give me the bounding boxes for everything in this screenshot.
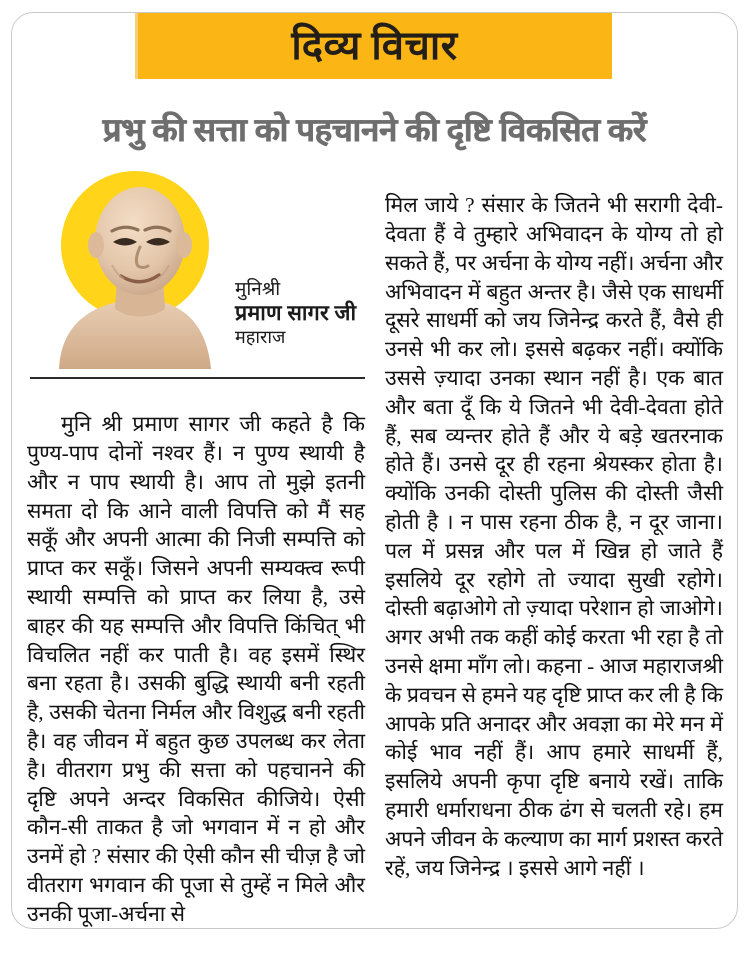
caption-line-1: मुनिश्री <box>235 279 281 300</box>
monk-figure-icon <box>39 169 241 369</box>
left-column <box>27 161 365 926</box>
monk-photo <box>39 169 241 369</box>
caption-line-2: प्रमाण सागर जी <box>235 301 357 326</box>
article-body-left-text: मुनि श्री प्रमाण सागर जी कहते है कि पुण्य-पाप दोनों नश्वर हैं। न पुण्य स्थायी है और न पाप स्थायी है। आप तो मुझे इतनी समता दो कि आने वाली विपत्ति को मैं सह सकूँ और अपनी आत्मा की निजी सम्पत्ति को प्राप्त कर सकूँ। जिसने अपनी सम्यक्त्व रूपी स्थायी सम्पत्ति को प्राप्त कर लिया है, उसे बाहर की यह सम्पत्ति और विपत्ति किंचित् भी विचलित नहीं कर पाती है। वह इसमें स्थिर बना रहता है। उसकी बुद्धि स्थायी बनी रहती है, उसकी चेतना निर्मल और विशुद्ध बनी रहती है। वह जीवन में बहुत कुछ उपलब्ध कर लेता है। वीतराग प्रभु की सत्ता को पहचानने की दृष्टि अपने अन्दर विकसित कीजिये। ऐसी कौन-सी ताकत है जो भगवान में न हो और उनमें हो ? संसार की ऐसी कौन सी चीज़ है जो वीतराग भगवान की पूजा से तुम्हें न मिले और उनकी पूजा-अर्चना से <box>27 412 365 926</box>
banner-row <box>12 13 737 83</box>
article-body-left <box>27 410 365 928</box>
banner-title: दिव्य विचार <box>291 23 458 68</box>
right-column <box>385 161 723 913</box>
page-title: प्रभु की सत्ता को पहचानने की दृष्टि विकसित करें <box>102 112 647 149</box>
article-card <box>11 12 738 929</box>
divider-rule <box>30 377 365 379</box>
photo-caption <box>235 279 367 348</box>
section-banner <box>138 13 612 79</box>
portrait-block <box>27 161 365 371</box>
article-columns <box>27 161 724 926</box>
article-body-right: मिल जाये ? संसार के जितने भी सरागी देवी-देवता हैं वे तुम्हारे अभिवादन के योग्य तो हो सकते हैं, पर अर्चना के योग्य नहीं। अर्चना और अभिवादन में बहुत अन्तर है। जैसे एक साधर्मी दूसरे साधर्मी को जय जिनेन्द्र करते हैं, वैसे ही उनसे भी कर लो। इससे बढ़कर नहीं। क्योंकि उससे ज़्यादा उनका स्थान नहीं है। एक बात और बता दूँ कि ये जितने भी देवी-देवता होते हैं, सब व्यन्तर होते हैं और ये बड़े खतरनाक होते हैं। उनसे दूर ही रहना श्रेयस्कर होता है। क्योंकि उनकी दोस्ती पुलिस की दोस्ती जैसी होती है । न पास रहना ठीक है, न दूर जाना। पल में प्रसन्न और पल में खिन्न हो जाते हैं इसलिये दूर रहोगे तो ज्यादा सुखी रहोगे। दोस्ती बढ़ाओगे तो ज़्यादा परेशान हो जाओगे। अगर अभी तक कहीं कोई करता भी रहा है तो उनसे क्षमा माँग लो। कहना - आज महाराजश्री के प्रवचन से हमने यह दृष्टि प्राप्त कर ली है कि आपके प्रति अनादर और अवज्ञा का मेरे मन में कोई भाव नहीं हैं। आप हमारे साधर्मी हैं, इसलिये अपनी कृपा दृष्टि बनाये रखें। ताकि हमारी धर्माराधना ठीक ढंग से चलती रहे। हम अपने जीवन के कल्याण का मार्ग प्रशस्त करते रहें, जय जिनेन्द्र । इससे आगे नहीं । <box>385 193 723 880</box>
caption-line-3: महाराज <box>235 326 286 347</box>
